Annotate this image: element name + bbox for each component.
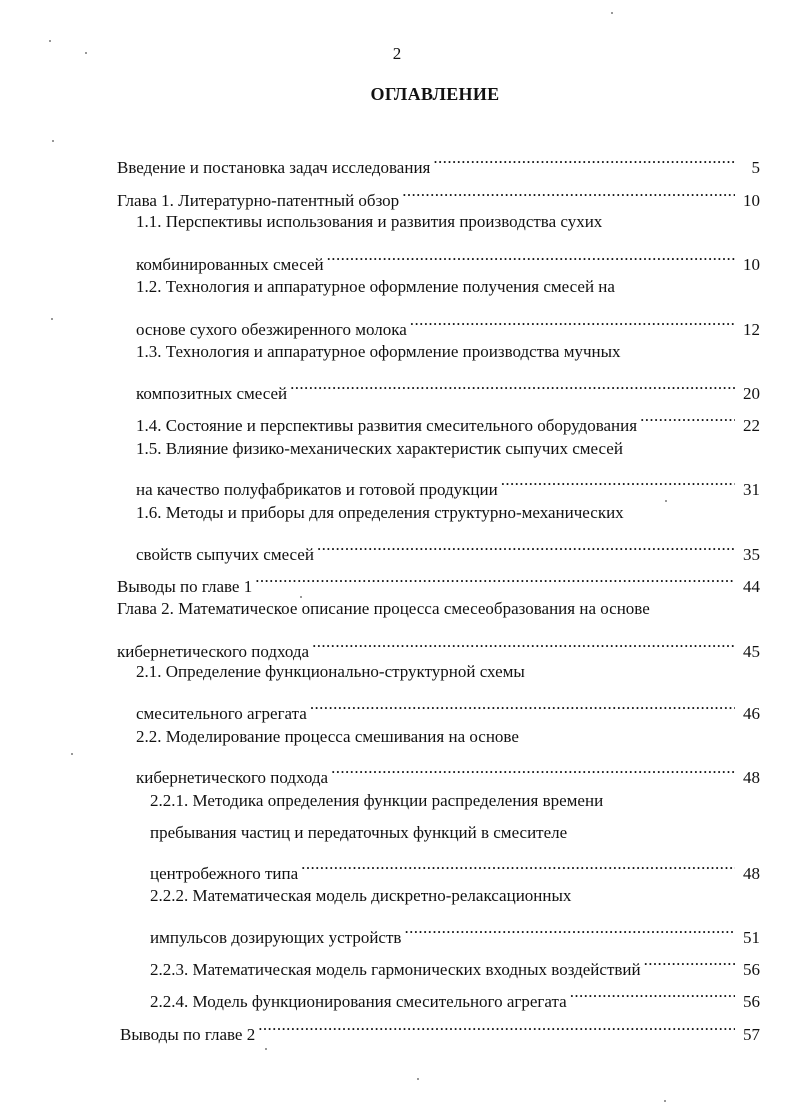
- toc-entry-title: пребывания частиц и передаточных функций в смесителе: [150, 823, 568, 842]
- toc-entry[interactable]: [117, 562, 760, 596]
- toc-entry-page: 12: [743, 320, 760, 339]
- toc-entry[interactable]: [136, 530, 760, 564]
- toc-entry-title: 2.1. Определение функционально-структурной схемы: [136, 662, 525, 681]
- toc-entry-title: Выводы по главе 1: [117, 577, 253, 596]
- toc-entry[interactable]: [136, 498, 624, 528]
- toc-entry-title: 1.3. Технология и аппаратурное оформление производства мучных: [136, 342, 621, 361]
- scan-speck: [300, 596, 302, 598]
- toc-entry-page: 35: [743, 545, 760, 564]
- scan-speck: [417, 1078, 419, 1080]
- toc-entry-page: 56: [743, 960, 760, 979]
- toc-entry-page: 10: [743, 191, 760, 210]
- scan-speck: [85, 52, 87, 54]
- toc-entry[interactable]: [136, 272, 615, 302]
- toc-entry-title: на качество полуфабрикатов и готовой продукции: [136, 480, 498, 499]
- toc-entry[interactable]: [136, 753, 760, 787]
- toc-entry-title: 1.1. Перспективы использования и развития производства сухих: [136, 212, 603, 231]
- page-number: 2: [392, 44, 402, 63]
- toc-entry[interactable]: [150, 849, 760, 883]
- toc-entry-page: 51: [743, 928, 760, 947]
- toc-entry-page: 46: [743, 704, 760, 723]
- scan-speck: [49, 40, 51, 42]
- toc-entry-title: комбинированных смесей: [136, 255, 324, 274]
- scan-speck: [52, 140, 54, 142]
- toc-entry-title: Введение и постановка задач исследования: [117, 158, 431, 177]
- toc-entry[interactable]: [117, 627, 760, 661]
- scan-speck: [265, 1048, 267, 1050]
- page-title: ОГЛАВЛЕНИЕ: [370, 84, 500, 104]
- toc-entry[interactable]: [136, 401, 760, 435]
- toc-entry[interactable]: [136, 657, 525, 687]
- toc-entry-title: 1.2. Технология и аппаратурное оформление получения смесей на: [136, 277, 615, 296]
- toc-entry-page: 56: [743, 992, 760, 1011]
- toc-entry-page: 44: [743, 577, 760, 596]
- toc-entry-page: 48: [743, 864, 760, 883]
- toc-entry[interactable]: [150, 818, 567, 848]
- toc-entry[interactable]: [150, 913, 760, 947]
- toc-entry-title: Глава 1. Литературно-патентный обзор: [117, 191, 400, 210]
- toc-entry-title: Глава 2. Математическое описание процесса смесеобразования на основе: [117, 599, 650, 618]
- toc-entry-title: смесительного агрегата: [136, 704, 307, 723]
- toc-entry[interactable]: [136, 722, 519, 752]
- toc-entry-title: свойств сыпучих смесей: [136, 545, 314, 564]
- toc-entry-title: импульсов дозирующих устройств: [150, 928, 402, 947]
- toc-entry-title: основе сухого обезжиренного молока: [136, 320, 407, 339]
- toc-entry-title: 1.4. Состояние и перспективы развития смесительного оборудования: [136, 416, 638, 435]
- toc-entry-title: 2.2. Моделирование процесса смешивания на основе: [136, 727, 519, 746]
- toc-entry-page: 22: [743, 416, 760, 435]
- toc-entry[interactable]: [117, 176, 760, 210]
- toc-entry[interactable]: [136, 240, 760, 274]
- toc-entry-page: 45: [743, 642, 760, 661]
- toc-entry-page: 48: [743, 768, 760, 787]
- toc-entry[interactable]: [150, 945, 760, 979]
- toc-entry[interactable]: [136, 305, 760, 339]
- scan-speck: [611, 12, 613, 14]
- toc-entry-title: композитных смесей: [136, 384, 288, 403]
- toc-entry-title: 1.5. Влияние физико-механических характеристик сыпучих смесей: [136, 439, 623, 458]
- toc-entry[interactable]: [136, 434, 623, 464]
- toc-entry[interactable]: [117, 143, 760, 177]
- toc-entry[interactable]: [136, 207, 602, 237]
- toc-entry[interactable]: [150, 881, 571, 911]
- toc-entry[interactable]: [136, 689, 760, 723]
- toc-entry-title: кибернетического подхода: [117, 642, 310, 661]
- scan-speck: [665, 500, 667, 502]
- toc-entry-title: 1.6. Методы и приборы для определения структурно-механических: [136, 503, 624, 522]
- scan-speck: [71, 753, 73, 755]
- toc-entry-title: 2.2.3. Математическая модель гармонических входных воздействий: [150, 960, 641, 979]
- toc-entry[interactable]: [150, 977, 760, 1011]
- toc-entry-title: центробежного типа: [150, 864, 299, 883]
- toc-entry-page: 5: [751, 158, 760, 177]
- toc-entry-title: 2.2.2. Математическая модель дискретно-релаксационных: [150, 886, 572, 905]
- toc-entry-page: 31: [743, 480, 760, 499]
- toc-entry[interactable]: [150, 786, 603, 816]
- toc-entry-page: 20: [743, 384, 760, 403]
- toc-entry-title: 2.2.1. Методика определения функции распределения времени: [150, 791, 604, 810]
- toc-entry[interactable]: [136, 369, 760, 403]
- toc-entry-page: 57: [743, 1025, 760, 1044]
- toc-entry-page: 10: [743, 255, 760, 274]
- scan-speck: [664, 1100, 666, 1102]
- toc-entry[interactable]: [136, 465, 760, 499]
- toc-entry[interactable]: [136, 337, 621, 367]
- toc-entry-title: кибернетического подхода: [136, 768, 329, 787]
- toc-entry[interactable]: [117, 594, 650, 624]
- scan-speck: [51, 318, 53, 320]
- toc-entry-title: Выводы по главе 2: [120, 1025, 256, 1044]
- toc-entry-title: 2.2.4. Модель функционирования смесительного агрегата: [150, 992, 567, 1011]
- toc-entry[interactable]: [120, 1010, 760, 1044]
